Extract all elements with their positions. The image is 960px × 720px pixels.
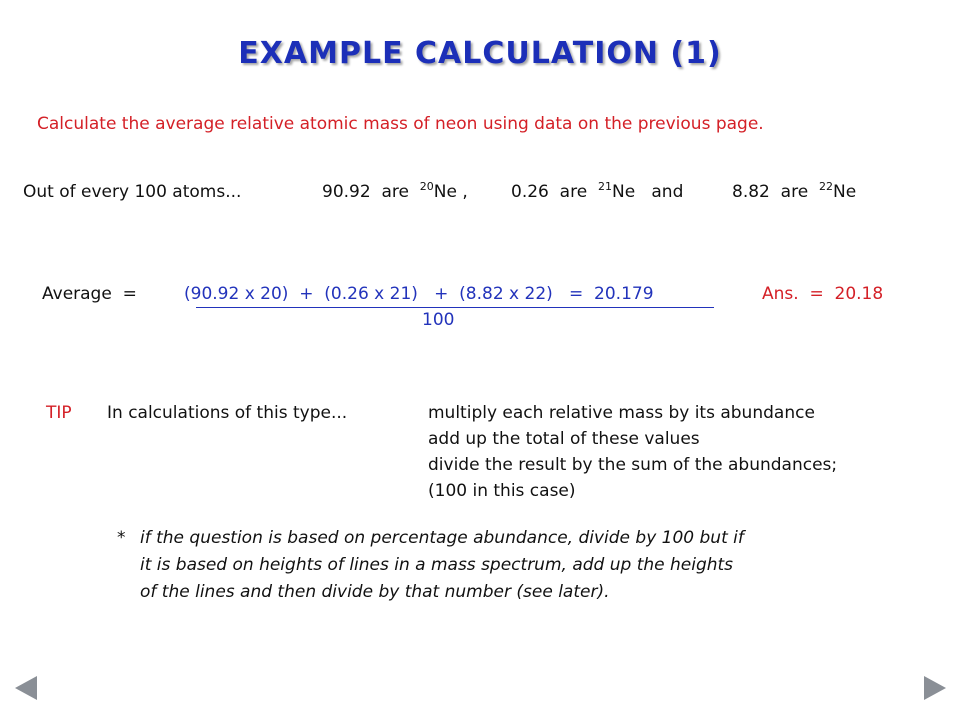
separator: and xyxy=(651,182,684,202)
abundance-item-ne20 xyxy=(322,182,468,202)
triangle-right-icon[interactable] xyxy=(924,676,946,700)
tip-step: multiply each relative mass by its abundance xyxy=(428,403,815,423)
abundance-verb: are xyxy=(381,182,409,202)
note-line: if the question is based on percentage abundance, divide by 100 but if xyxy=(140,528,744,548)
abundance-value: 0.26 xyxy=(511,182,549,202)
average-label: Average = xyxy=(42,284,137,304)
tip-step: (100 in this case) xyxy=(428,481,576,501)
average-denominator: 100 xyxy=(422,310,455,330)
element-symbol: Ne xyxy=(611,182,636,202)
tip-lead: In calculations of this type... xyxy=(107,403,348,423)
instruction-text: Calculate the average relative atomic mass of neon using data on the previous page. xyxy=(37,114,764,134)
abundance-value: 8.82 xyxy=(732,182,770,202)
triangle-left-icon[interactable] xyxy=(15,676,37,700)
note-line: of the lines and then divide by that number (see later). xyxy=(140,582,610,602)
note-line: it is based on heights of lines in a mass spectrum, add up the heights xyxy=(140,555,734,575)
abundance-lead: Out of every 100 atoms... xyxy=(23,182,242,202)
average-numerator: (90.92 x 20) + (0.26 x 21) + (8.82 x 22) = 20.179 xyxy=(184,284,654,304)
fraction-bar xyxy=(196,307,714,308)
abundance-item-ne22 xyxy=(732,182,856,202)
page-title: EXAMPLE CALCULATION (1) xyxy=(238,36,722,71)
abundance-verb: are xyxy=(559,182,588,202)
tip-step: divide the result by the sum of the abundances; xyxy=(428,455,838,475)
separator: , xyxy=(462,182,468,202)
element-symbol: Ne xyxy=(433,182,457,202)
mass-number: 20 xyxy=(419,180,434,193)
abundance-verb: are xyxy=(780,182,809,202)
mass-number: 22 xyxy=(818,180,833,193)
element-symbol: Ne xyxy=(832,182,857,202)
mass-number: 21 xyxy=(597,180,612,193)
answer-text: Ans. = 20.18 xyxy=(762,284,884,304)
abundance-item-ne21 xyxy=(511,182,683,202)
abundance-value: 90.92 xyxy=(322,182,371,202)
note-marker: * xyxy=(117,528,126,548)
tip-label: TIP xyxy=(46,403,72,423)
tip-step: add up the total of these values xyxy=(428,429,700,449)
